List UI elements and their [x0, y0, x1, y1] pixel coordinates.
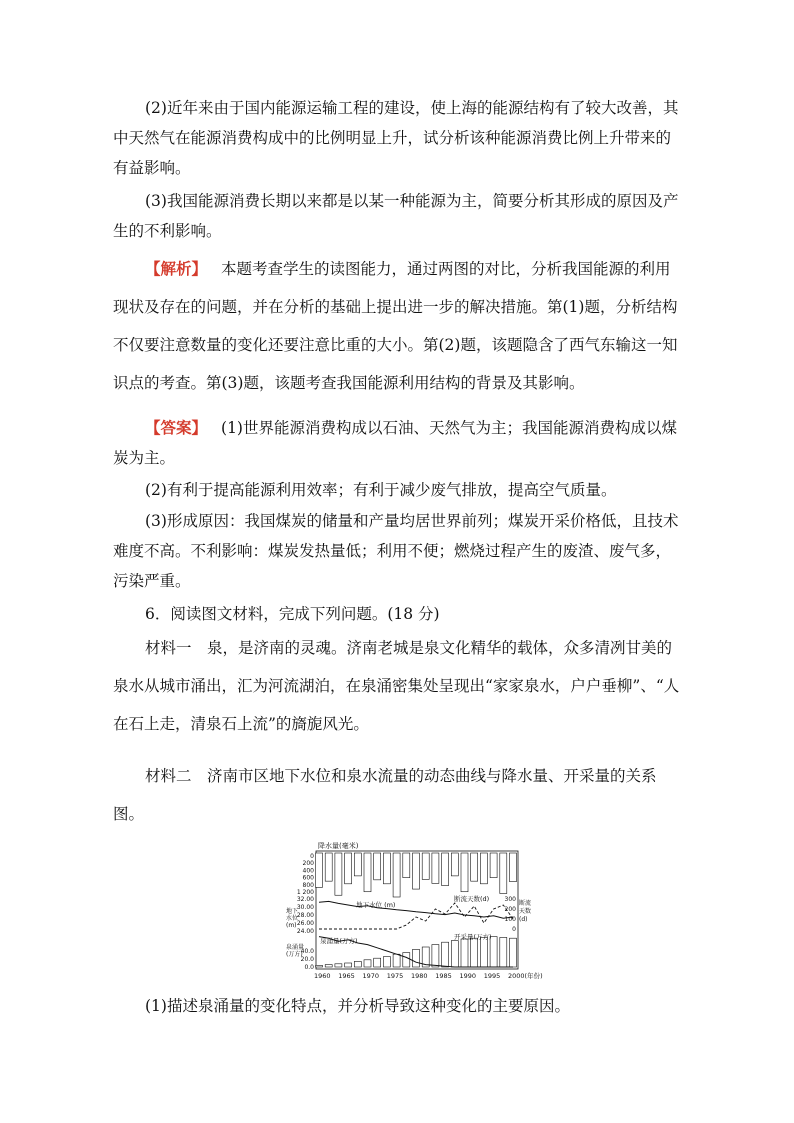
- analysis-paragraph: [113, 250, 683, 402]
- groundwater-chart: [286, 839, 543, 981]
- precipitation-bar: [451, 853, 458, 876]
- precipitation-bar: [432, 853, 439, 883]
- answer-3: (3)形成原因：我国煤炭的储量和产量均居世界前列；煤炭开采价格低，且技术难度不高。不利影响：煤炭发热量低；利用不便；燃烧过程产生的废渣、废气多，污染严重。: [113, 512, 679, 590]
- extraction-bar: [325, 965, 332, 967]
- spring-flow-tick: 40.0: [300, 948, 314, 955]
- groundwater-axis-label: 地下: [286, 908, 299, 915]
- spring-flow-tick: 0.0: [304, 964, 314, 971]
- extraction-bar: [471, 938, 478, 967]
- question-6-title: 6．阅读图文材料，完成下列问题。(18 分): [145, 605, 440, 623]
- extraction-bar: [432, 945, 439, 967]
- spring-flow-tick: 20.0: [300, 956, 314, 963]
- precipitation-bar: [442, 853, 449, 886]
- material-1: 材料一 泉，是济南的灵魂。济南老城是泉文化精华的载体，众多清冽甘美的泉水从城市涌出，汇为河流湖泊，在泉涌密集处呈现出“家家泉水，户户垂柳”、“人在石上走，清泉石上流”的旖旎风光。: [113, 639, 680, 733]
- extraction-bar: [490, 937, 497, 967]
- extraction-bar: [374, 958, 381, 967]
- dry-days-axis-label: 天数: [519, 908, 532, 915]
- precipitation-bar: [461, 853, 468, 892]
- precipitation-bar: [335, 853, 342, 895]
- extraction-bar: [364, 960, 371, 967]
- precipitation-bar: [471, 853, 478, 881]
- answer-tag: 【答案】: [145, 419, 208, 437]
- dry-days-tick: 100: [504, 916, 516, 923]
- precipitation-bar: [480, 853, 487, 884]
- extraction-bar: [413, 949, 420, 967]
- extraction-label: 开采量(万方): [454, 933, 492, 941]
- answer-2: (2)有利于提高能源利用效率；有利于减少废气排放，提高空气质量。: [145, 481, 617, 499]
- extraction-bar: [393, 954, 400, 967]
- precipitation-bar: [345, 853, 352, 884]
- precipitation-bar: [422, 853, 429, 879]
- extraction-bar: [500, 937, 507, 967]
- dry-days-tick: 0: [512, 926, 516, 933]
- answer-paragraph: [113, 413, 683, 473]
- material-2: 材料二 济南市区地下水位和泉水流量的动态曲线与降水量、开采量的关系图。: [113, 767, 657, 823]
- dry-days-axis-label: 断流: [519, 900, 532, 907]
- precipitation-tick: 1 200: [296, 889, 314, 896]
- precipitation-label: 降水量(毫米): [318, 842, 359, 850]
- groundwater-tick: 30.00: [296, 904, 314, 911]
- x-tick-label: 1980: [411, 972, 428, 980]
- groundwater-tick: 32.00: [296, 896, 314, 903]
- extraction-bar: [383, 957, 390, 967]
- groundwater-tick: 26.00: [296, 920, 314, 927]
- spring-flow-axis-label: (万方): [286, 951, 303, 958]
- spring-flow-label: 泉涌量(万方): [320, 937, 358, 945]
- x-tick-label: 1975: [386, 972, 404, 980]
- precipitation-tick: 200: [302, 860, 314, 868]
- extraction-bar: [442, 942, 449, 967]
- dry-days-label: 断流天数(d): [454, 895, 490, 903]
- extraction-bar: [335, 964, 342, 967]
- groundwater-line: [319, 901, 513, 918]
- x-tick-label: 1970: [362, 972, 380, 980]
- x-tick-label: 1995: [483, 972, 501, 980]
- groundwater-axis-label: 水位: [286, 915, 299, 922]
- x-tick-label: 2000(年份): [508, 972, 543, 980]
- groundwater-label: 地下水位 (m): [356, 901, 396, 909]
- precipitation-bar: [383, 853, 390, 884]
- precipitation-bar: [490, 853, 497, 878]
- extraction-bar: [354, 961, 361, 967]
- x-tick-label: 1990: [459, 972, 477, 980]
- precipitation-tick: 0: [310, 853, 314, 860]
- dry-days-axis-label: (d): [519, 916, 528, 923]
- extraction-bar: [345, 963, 352, 967]
- precipitation-bar: [403, 853, 410, 878]
- x-tick-label: 1960: [314, 972, 331, 980]
- dry-days-tick: 200: [504, 906, 516, 913]
- precipitation-bar: [413, 853, 420, 889]
- x-tick-label: 1965: [338, 972, 355, 980]
- groundwater-tick: 24.00: [296, 928, 314, 935]
- precipitation-tick: 800: [302, 881, 314, 889]
- extraction-bar: [451, 941, 458, 967]
- extraction-bar: [480, 937, 487, 967]
- extraction-bar: [461, 939, 468, 967]
- chart-svg: [286, 839, 543, 981]
- precipitation-tick: 600: [302, 874, 314, 882]
- analysis-text: 本题考查学生的读图能力，通过两图的对比，分析我国能源的利用现状及存在的问题，并在分析的基础上提出进一步的解决措施。第(1)题，分析结构不仅要注意数量的变化还要注意比重的大小。第(2)题，该题隐含了西气东输这一知识点的考查。第(3)题，该题考查我国能源利用结构的背景及其影响。: [113, 260, 678, 392]
- x-tick-label: 1985: [435, 972, 452, 980]
- precipitation-bar: [316, 853, 323, 887]
- precipitation-bar: [500, 853, 507, 893]
- precipitation-bar: [510, 853, 517, 882]
- extraction-bar: [510, 938, 517, 967]
- answer-1: (1)世界能源消费构成以石油、天然气为主；我国能源消费构成以煤炭为主。: [113, 419, 677, 467]
- dry-days-line: [319, 903, 513, 929]
- q5-sub3: (3)我国能源消费长期以来都是以某一种能源为主，简要分析其形成的原因及产生的不利影响。: [113, 192, 679, 240]
- precipitation-tick: 400: [302, 867, 314, 875]
- precipitation-bar: [325, 853, 332, 881]
- precipitation-bar: [374, 853, 381, 880]
- precipitation-bar: [354, 853, 361, 876]
- precipitation-bar: [393, 853, 400, 897]
- groundwater-tick: 28.00: [296, 912, 314, 919]
- dry-days-tick: 300: [504, 896, 516, 903]
- q5-sub2: (2)近年来由于国内能源运输工程的建设，使上海的能源结构有了较大改善，其中天然气在能源消费构成中的比例明显上升，试分析该种能源消费比例上升带来的有益影响。: [113, 99, 679, 177]
- analysis-tag: 【解析】: [145, 260, 208, 278]
- q6-sub1: (1)描述泉涌量的变化特点，并分析导致这种变化的主要原因。: [145, 997, 570, 1015]
- extraction-bar: [316, 965, 323, 967]
- spring-flow-axis-label: 泉涌量: [286, 944, 305, 951]
- precipitation-bar: [364, 853, 371, 892]
- extraction-bar: [403, 953, 410, 967]
- groundwater-axis-label: (m): [286, 922, 297, 929]
